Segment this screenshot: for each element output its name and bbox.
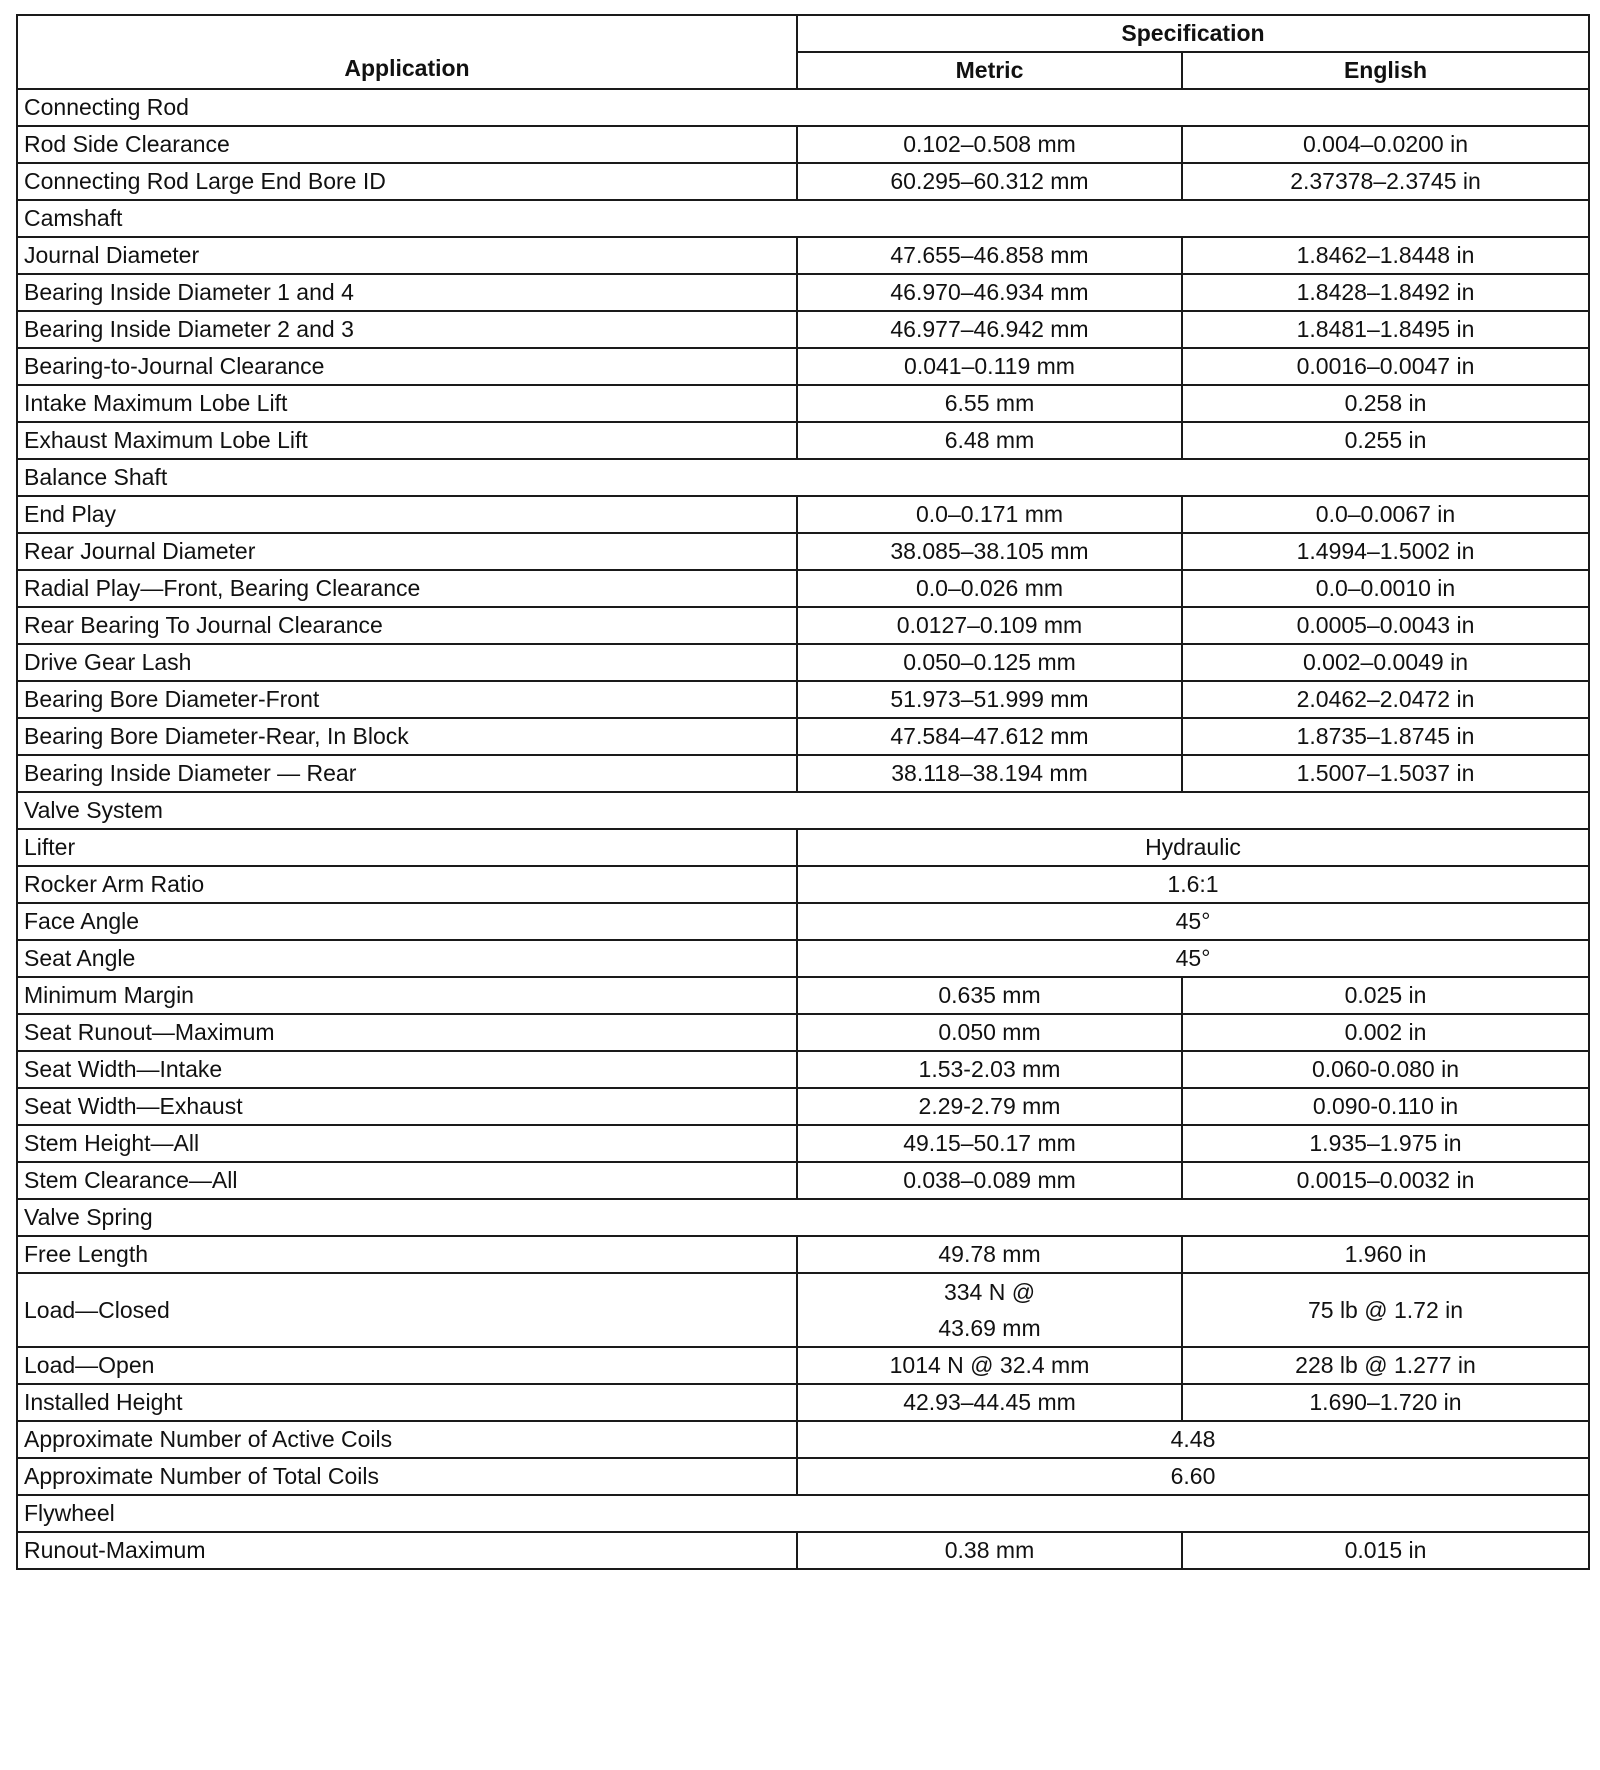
spec-row (17, 644, 1589, 681)
application-header: Application (17, 15, 797, 89)
spec-row (17, 274, 1589, 311)
spec-label: Bearing-to-Journal Clearance (17, 348, 797, 385)
spec-label: Load—Open (17, 1347, 797, 1384)
spec-value-english: 0.090-0.110 in (1182, 1088, 1589, 1125)
spec-label: End Play (17, 496, 797, 533)
spec-value-metric: 6.48 mm (797, 422, 1182, 459)
spec-value-metric: 0.038–0.089 mm (797, 1162, 1182, 1199)
spec-value-metric: 49.78 mm (797, 1236, 1182, 1273)
spec-label: Bearing Inside Diameter 2 and 3 (17, 311, 797, 348)
spec-value-metric: 47.584–47.612 mm (797, 718, 1182, 755)
spec-label: Seat Runout—Maximum (17, 1014, 797, 1051)
spec-label: Intake Maximum Lobe Lift (17, 385, 797, 422)
spec-value-metric: 0.635 mm (797, 977, 1182, 1014)
spec-label: Bearing Bore Diameter-Rear, In Block (17, 718, 797, 755)
spec-value-english: 0.0005–0.0043 in (1182, 607, 1589, 644)
spec-row (17, 681, 1589, 718)
spec-value-english: 1.8481–1.8495 in (1182, 311, 1589, 348)
spec-row (17, 1384, 1589, 1421)
spec-row (17, 718, 1589, 755)
spec-value-combined: 4.48 (797, 1421, 1589, 1458)
spec-value-metric: 6.55 mm (797, 385, 1182, 422)
spec-label: Seat Angle (17, 940, 797, 977)
spec-row (17, 237, 1589, 274)
spec-label: Installed Height (17, 1384, 797, 1421)
spec-value-english: 1.935–1.975 in (1182, 1125, 1589, 1162)
spec-value-metric: 0.0127–0.109 mm (797, 607, 1182, 644)
spec-value-english: 228 lb @ 1.277 in (1182, 1347, 1589, 1384)
spec-label: Approximate Number of Active Coils (17, 1421, 797, 1458)
spec-value-english: 1.8428–1.8492 in (1182, 274, 1589, 311)
spec-row (17, 866, 1589, 903)
spec-value-metric-text: 334 N @ 43.69 mm (938, 1279, 1041, 1341)
spec-row (17, 1014, 1589, 1051)
spec-label: Connecting Rod Large End Bore ID (17, 163, 797, 200)
specification-header: Specification (797, 15, 1589, 52)
spec-value-metric: 0.050–0.125 mm (797, 644, 1182, 681)
spec-label: Stem Clearance—All (17, 1162, 797, 1199)
spec-value-metric: 1.53-2.03 mm (797, 1051, 1182, 1088)
spec-row (17, 422, 1589, 459)
spec-value-english: 0.258 in (1182, 385, 1589, 422)
spec-label: Face Angle (17, 903, 797, 940)
spec-label: Minimum Margin (17, 977, 797, 1014)
spec-label: Stem Height—All (17, 1125, 797, 1162)
spec-value-metric: 0.041–0.119 mm (797, 348, 1182, 385)
spec-value-english: 0.0015–0.0032 in (1182, 1162, 1589, 1199)
spec-label: Exhaust Maximum Lobe Lift (17, 422, 797, 459)
spec-row (17, 163, 1589, 200)
spec-value-metric: 0.050 mm (797, 1014, 1182, 1051)
spec-label: Bearing Inside Diameter — Rear (17, 755, 797, 792)
spec-value-english: 1.960 in (1182, 1236, 1589, 1273)
spec-row (17, 1421, 1589, 1458)
spec-row (17, 903, 1589, 940)
spec-label: Runout-Maximum (17, 1532, 797, 1569)
spec-value-english: 0.004–0.0200 in (1182, 126, 1589, 163)
spec-label: Drive Gear Lash (17, 644, 797, 681)
spec-value-english: 0.025 in (1182, 977, 1589, 1014)
spec-value-english: 0.060-0.080 in (1182, 1051, 1589, 1088)
spec-value-metric: 60.295–60.312 mm (797, 163, 1182, 200)
spec-row (17, 126, 1589, 163)
spec-value-english: 0.0016–0.0047 in (1182, 348, 1589, 385)
spec-row (17, 1347, 1589, 1384)
spec-row (17, 1273, 1589, 1347)
spec-label: Seat Width—Intake (17, 1051, 797, 1088)
spec-value-metric: 2.29-2.79 mm (797, 1088, 1182, 1125)
section-title: Balance Shaft (17, 459, 1589, 496)
spec-row (17, 1051, 1589, 1088)
spec-row (17, 607, 1589, 644)
section-row (17, 200, 1589, 237)
spec-label: Rocker Arm Ratio (17, 866, 797, 903)
section-row (17, 89, 1589, 126)
spec-value-metric (797, 1273, 1182, 1347)
spec-value-english: 1.8735–1.8745 in (1182, 718, 1589, 755)
spec-label: Free Length (17, 1236, 797, 1273)
spec-row (17, 533, 1589, 570)
spec-value-metric: 47.655–46.858 mm (797, 237, 1182, 274)
spec-value-english: 0.0–0.0010 in (1182, 570, 1589, 607)
spec-value-english: 1.8462–1.8448 in (1182, 237, 1589, 274)
spec-label: Seat Width—Exhaust (17, 1088, 797, 1125)
spec-value-metric: 0.102–0.508 mm (797, 126, 1182, 163)
spec-value-english: 1.4994–1.5002 in (1182, 533, 1589, 570)
section-row (17, 1199, 1589, 1236)
spec-value-english: 1.690–1.720 in (1182, 1384, 1589, 1421)
spec-value-metric: 38.085–38.105 mm (797, 533, 1182, 570)
section-title: Connecting Rod (17, 89, 1589, 126)
spec-value-metric: 0.0–0.171 mm (797, 496, 1182, 533)
spec-label: Rod Side Clearance (17, 126, 797, 163)
spec-row (17, 570, 1589, 607)
section-title: Camshaft (17, 200, 1589, 237)
spec-value-english: 0.015 in (1182, 1532, 1589, 1569)
spec-label: Journal Diameter (17, 237, 797, 274)
section-title: Valve System (17, 792, 1589, 829)
spec-row (17, 311, 1589, 348)
spec-value-english: 75 lb @ 1.72 in (1182, 1273, 1589, 1347)
spec-table (16, 14, 1590, 1570)
spec-body (17, 89, 1589, 1569)
spec-value-english: 0.002–0.0049 in (1182, 644, 1589, 681)
spec-value-metric: 38.118–38.194 mm (797, 755, 1182, 792)
section-row (17, 1495, 1589, 1532)
spec-value-combined: 6.60 (797, 1458, 1589, 1495)
spec-value-metric: 46.977–46.942 mm (797, 311, 1182, 348)
spec-row (17, 1125, 1589, 1162)
spec-value-english: 2.37378–2.3745 in (1182, 163, 1589, 200)
spec-label: Rear Bearing To Journal Clearance (17, 607, 797, 644)
spec-label: Bearing Bore Diameter-Front (17, 681, 797, 718)
spec-row (17, 940, 1589, 977)
spec-row (17, 1532, 1589, 1569)
spec-value-metric: 0.38 mm (797, 1532, 1182, 1569)
spec-label: Approximate Number of Total Coils (17, 1458, 797, 1495)
spec-value-english: 2.0462–2.0472 in (1182, 681, 1589, 718)
spec-row (17, 977, 1589, 1014)
spec-row (17, 1458, 1589, 1495)
spec-label: Rear Journal Diameter (17, 533, 797, 570)
spec-value-metric: 0.0–0.026 mm (797, 570, 1182, 607)
section-row (17, 792, 1589, 829)
spec-row (17, 1236, 1589, 1273)
english-header: English (1182, 52, 1589, 89)
spec-value-combined: Hydraulic (797, 829, 1589, 866)
spec-value-english: 1.5007–1.5037 in (1182, 755, 1589, 792)
spec-row (17, 1162, 1589, 1199)
spec-row (17, 496, 1589, 533)
spec-value-combined: 45° (797, 940, 1589, 977)
spec-row (17, 1088, 1589, 1125)
spec-value-metric: 49.15–50.17 mm (797, 1125, 1182, 1162)
spec-label: Bearing Inside Diameter 1 and 4 (17, 274, 797, 311)
spec-value-english: 0.255 in (1182, 422, 1589, 459)
spec-row (17, 755, 1589, 792)
section-title: Valve Spring (17, 1199, 1589, 1236)
spec-label: Load—Closed (17, 1273, 797, 1347)
spec-value-metric: 1014 N @ 32.4 mm (797, 1347, 1182, 1384)
spec-row (17, 348, 1589, 385)
spec-value-english: 0.0–0.0067 in (1182, 496, 1589, 533)
section-title: Flywheel (17, 1495, 1589, 1532)
spec-value-combined: 1.6:1 (797, 866, 1589, 903)
section-row (17, 459, 1589, 496)
spec-row (17, 385, 1589, 422)
spec-row (17, 829, 1589, 866)
spec-value-metric: 42.93–44.45 mm (797, 1384, 1182, 1421)
spec-value-english: 0.002 in (1182, 1014, 1589, 1051)
spec-label: Lifter (17, 829, 797, 866)
spec-value-metric: 46.970–46.934 mm (797, 274, 1182, 311)
spec-value-metric: 51.973–51.999 mm (797, 681, 1182, 718)
metric-header: Metric (797, 52, 1182, 89)
spec-value-combined: 45° (797, 903, 1589, 940)
spec-label: Radial Play—Front, Bearing Clearance (17, 570, 797, 607)
